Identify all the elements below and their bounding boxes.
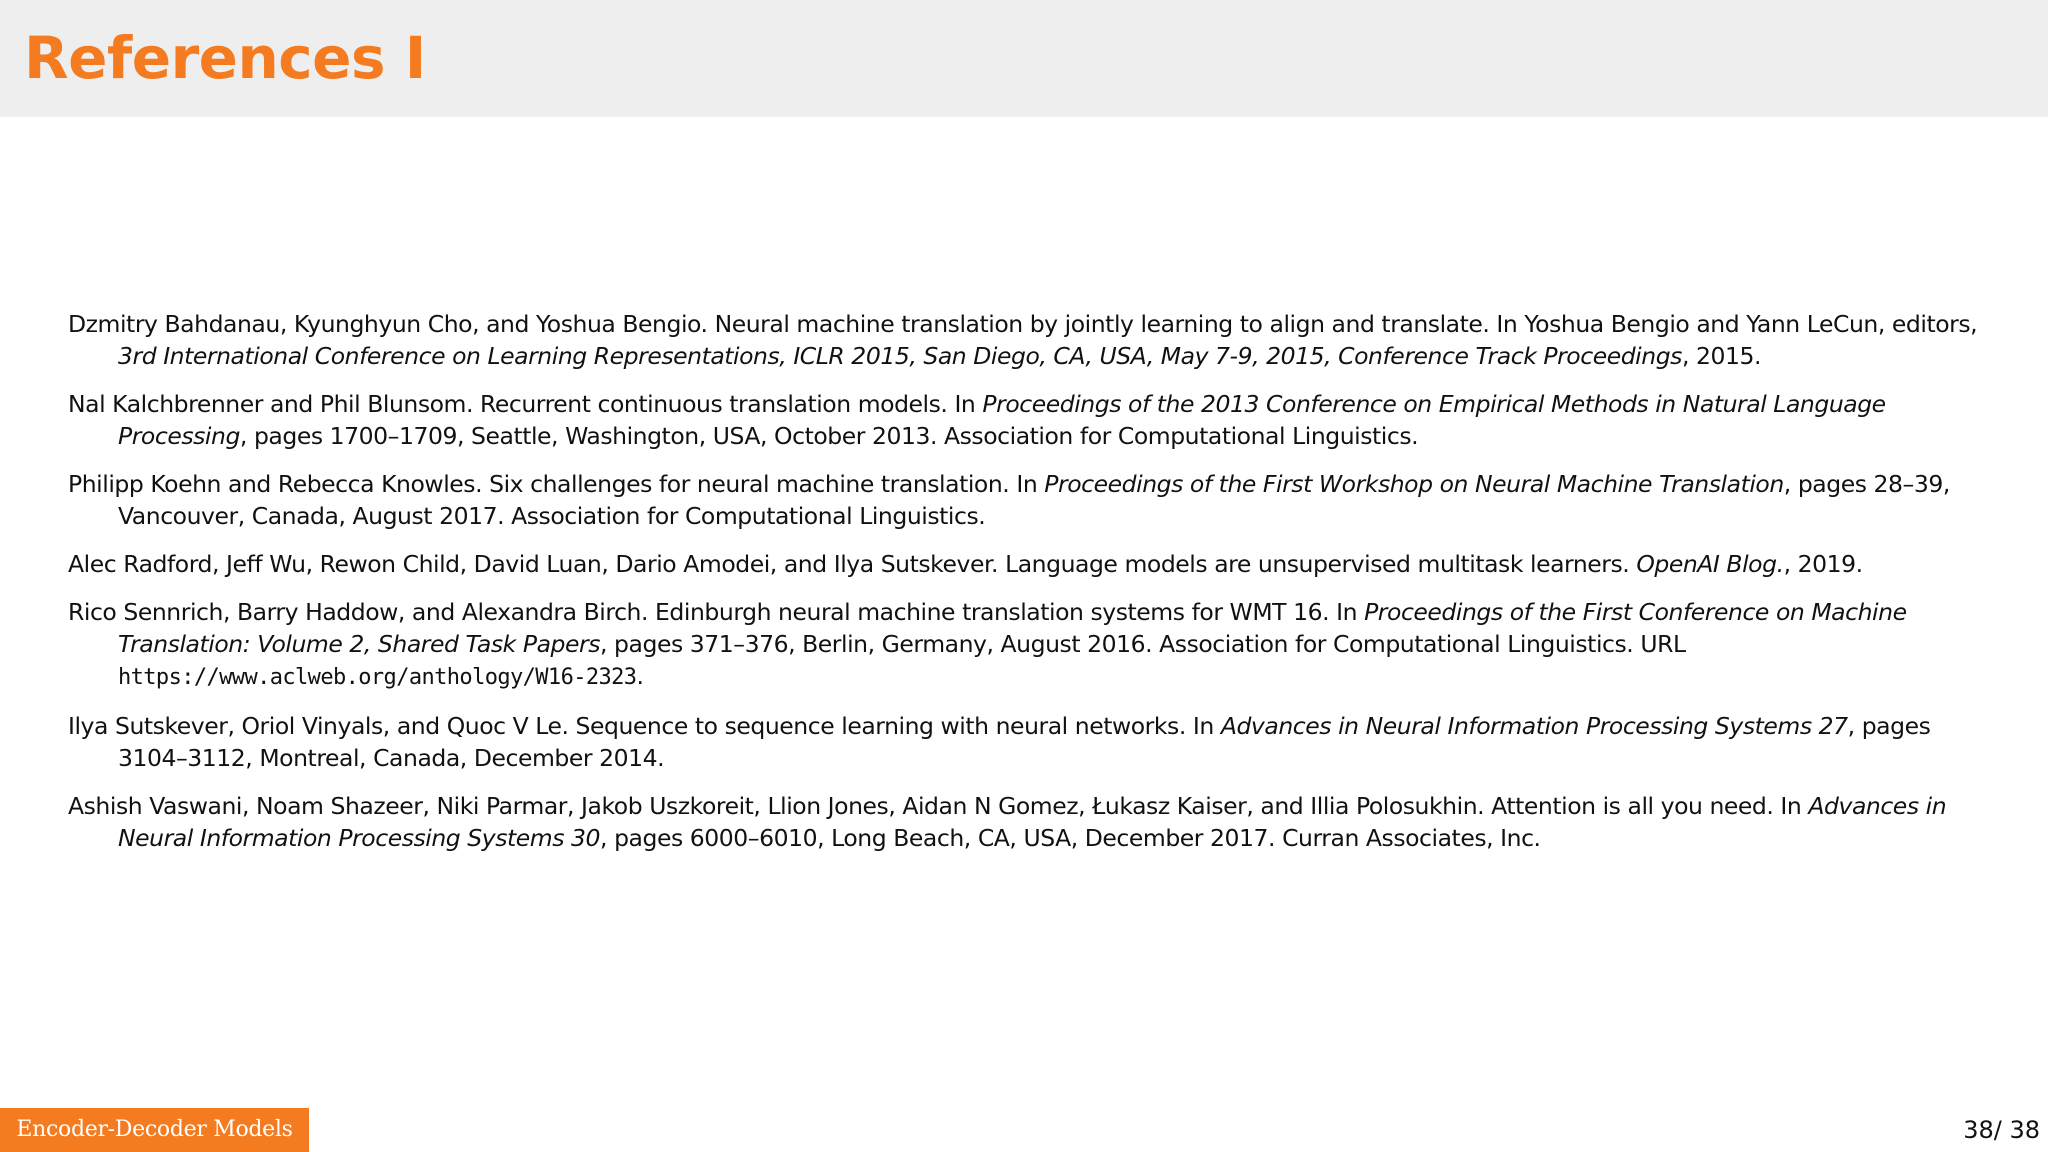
footer-section-tag: Encoder-Decoder Models: [0, 1108, 309, 1152]
reference-venue: Advances in Neural Information Processing Systems 30: [118, 792, 1947, 852]
reference-venue: OpenAI Blog.: [1636, 550, 1784, 578]
slide-title: References I: [24, 24, 426, 92]
reference-venue: 3rd International Conference on Learning Representations, ICLR 2015, San Diego, CA, USA, May 7-9, 2015, Conference Track Proceedings: [118, 342, 1682, 370]
reference-venue: Advances in Neural Information Processing Systems 27: [1220, 712, 1848, 740]
reference-entry: Ashish Vaswani, Noam Shazeer, Niki Parmar, Jakob Uszkoreit, Llion Jones, Aidan N Gomez, Łukasz Kaiser, and Illia Polosukhin. Attention is all you need. In Advances in Neural Information Processing Systems 30, pages 6000–6010, Long Beach, CA, USA, December 2017. Curran Associates, Inc.: [68, 792, 1947, 852]
reference-url-link[interactable]: https://www.aclweb.org/anthology/W16-2323: [118, 665, 637, 690]
reference-list: [68, 308, 1988, 870]
reference-entry: Philipp Koehn and Rebecca Knowles. Six challenges for neural machine translation. In Proceedings of the First Workshop on Neural Machine Translation, pages 28–39, Vancouver, Canada, August 2017. Association for Computational Linguistics.: [68, 470, 1950, 530]
slide-header: [0, 0, 2048, 117]
reference-entry: Ilya Sutskever, Oriol Vinyals, and Quoc V Le. Sequence to sequence learning with neural networks. In Advances in Neural Information Processing Systems 27, pages 3104–3112, Montreal, Canada, December 2014.: [68, 712, 1931, 772]
reference-venue: Proceedings of the First Conference on Machine Translation: Volume 2, Shared Task Papers: [118, 598, 1907, 658]
reference-entry: Rico Sennrich, Barry Haddow, and Alexandra Birch. Edinburgh neural machine translation systems for WMT 16. In Proceedings of the First Conference on Machine Translation: Volume 2, Shared Task Papers, pages 371–376, Berlin, Germany, August 2016. Association for Computational Linguistics. URL https://www.aclweb.org/anthology/W16-2323.: [68, 598, 1907, 690]
reference-venue: Proceedings of the First Workshop on Neural Machine Translation: [1044, 470, 1784, 498]
reference-entry: Alec Radford, Jeff Wu, Rewon Child, David Luan, Dario Amodei, and Ilya Sutskever. Language models are unsupervised multitask learners. OpenAI Blog., 2019.: [68, 550, 1863, 578]
reference-entry: Nal Kalchbrenner and Phil Blunsom. Recurrent continuous translation models. In Proceedings of the 2013 Conference on Empirical Methods in Natural Language Processing, pages 1700–1709, Seattle, Washington, USA, October 2013. Association for Computational Linguistics.: [68, 390, 1886, 450]
page-number: 38/ 38: [1963, 1116, 2040, 1144]
reference-entry: Dzmitry Bahdanau, Kyunghyun Cho, and Yoshua Bengio. Neural machine translation by jointly learning to align and translate. In Yoshua Bengio and Yann LeCun, editors, 3rd International Conference on Learning Representations, ICLR 2015, San Diego, CA, USA, May 7-9, 2015, Conference Track Proceedings, 2015.: [68, 310, 1978, 370]
reference-venue: Proceedings of the 2013 Conference on Empirical Methods in Natural Language Processing: [118, 390, 1886, 450]
